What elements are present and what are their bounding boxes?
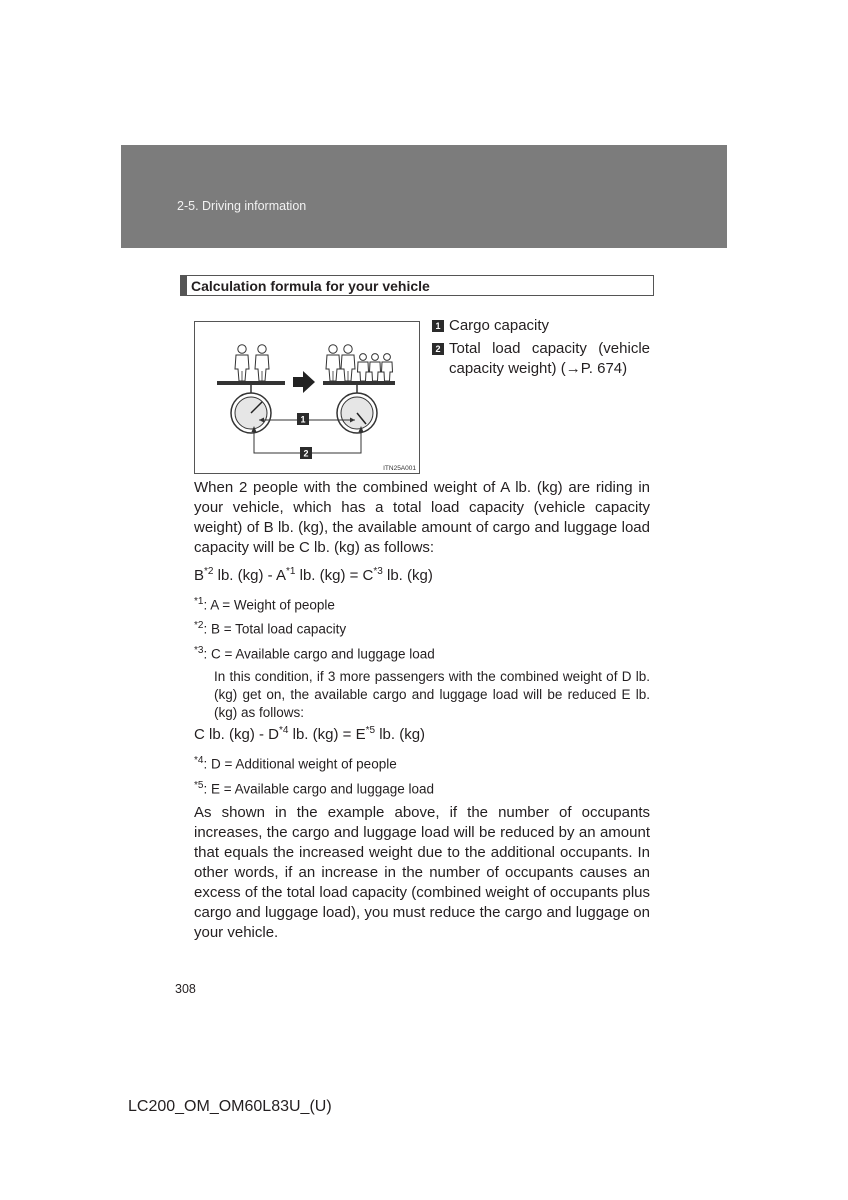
people-left-icon [235,345,269,381]
paragraph-intro: When 2 people with the combined weight of A lb. (kg) are riding in your vehicle, which has a total load capacity (vehicle capacity weight) of B lb. (kg), the available amount of cargo and luggage load capacity will be C lb. (kg) as follows: [194,479,650,556]
footnote: $^{*2}$: B = Total load capacity [194,620,347,637]
section-title: Calculation formula for your vehicle [191,278,430,294]
paragraph-conclusion: As shown in the example above, if the number of occupants increases, the cargo and luggage load will be reduced by an amount that equals the increased weight due to the additional occupants. In other words, if an increase in the number of occupants causes an excess of the total load capacity (combined weight of occupants plus cargo and luggage load), you must reduce the cargo and luggage on your vehicle. [194,804,650,941]
equation-1: $B^{*2}$ lb. $(kg) - A^{*1}$ lb. $(kg) = C^{*3}$ lb. (kg) [194,566,433,584]
callout-1-label: 1 [300,414,306,425]
platform-right [323,381,395,385]
equation-2: C lb. $(kg) - D^{*4}$ lb. $(kg) = E^{*5}$ lb. (kg) [194,725,426,743]
load-illustration [194,321,420,474]
legend-item [432,316,650,336]
footnote: $^{*5}$: E = Available cargo and luggage load [194,780,435,797]
figure-legend [432,316,650,382]
figure-code: ITN25A001 [383,465,416,472]
footnote: $^{*3}$: C = Available cargo and luggage load [194,645,435,662]
section-heading [180,275,654,296]
paragraph-condition: In this condition, if 3 more passengers with the combined weight of D lb. (kg) get on, the available cargo and luggage load will be reduced E lb. (kg) as follows: [214,669,650,720]
gauge-left-icon [231,393,271,433]
section-breadcrumb: 2-5. Driving information [177,199,307,213]
heading-bar [181,276,187,295]
legend-badge: 2 [432,343,444,355]
page-number: 308 [175,982,196,996]
legend-text: Cargo capacity [449,317,550,334]
arrow-right-icon [293,371,315,393]
people-right-icon [326,345,393,381]
gauge-right-icon [337,393,377,433]
footnote: $^{*4}$: D = Additional weight of people [194,755,397,772]
legend-badge: 1 [432,320,444,332]
platform-left [217,381,285,385]
load-diagram [195,322,419,473]
legend-text: Total load capacity (vehicle capacity weight) (→P. 674) [449,340,650,377]
header-band [121,145,727,248]
document-footer: LC200_OM_OM60L83U_(U) [128,1098,332,1115]
footnote: $^{*1}$: A = Weight of people [194,596,335,613]
callout-2-label: 2 [303,448,309,459]
legend-item [432,339,650,379]
